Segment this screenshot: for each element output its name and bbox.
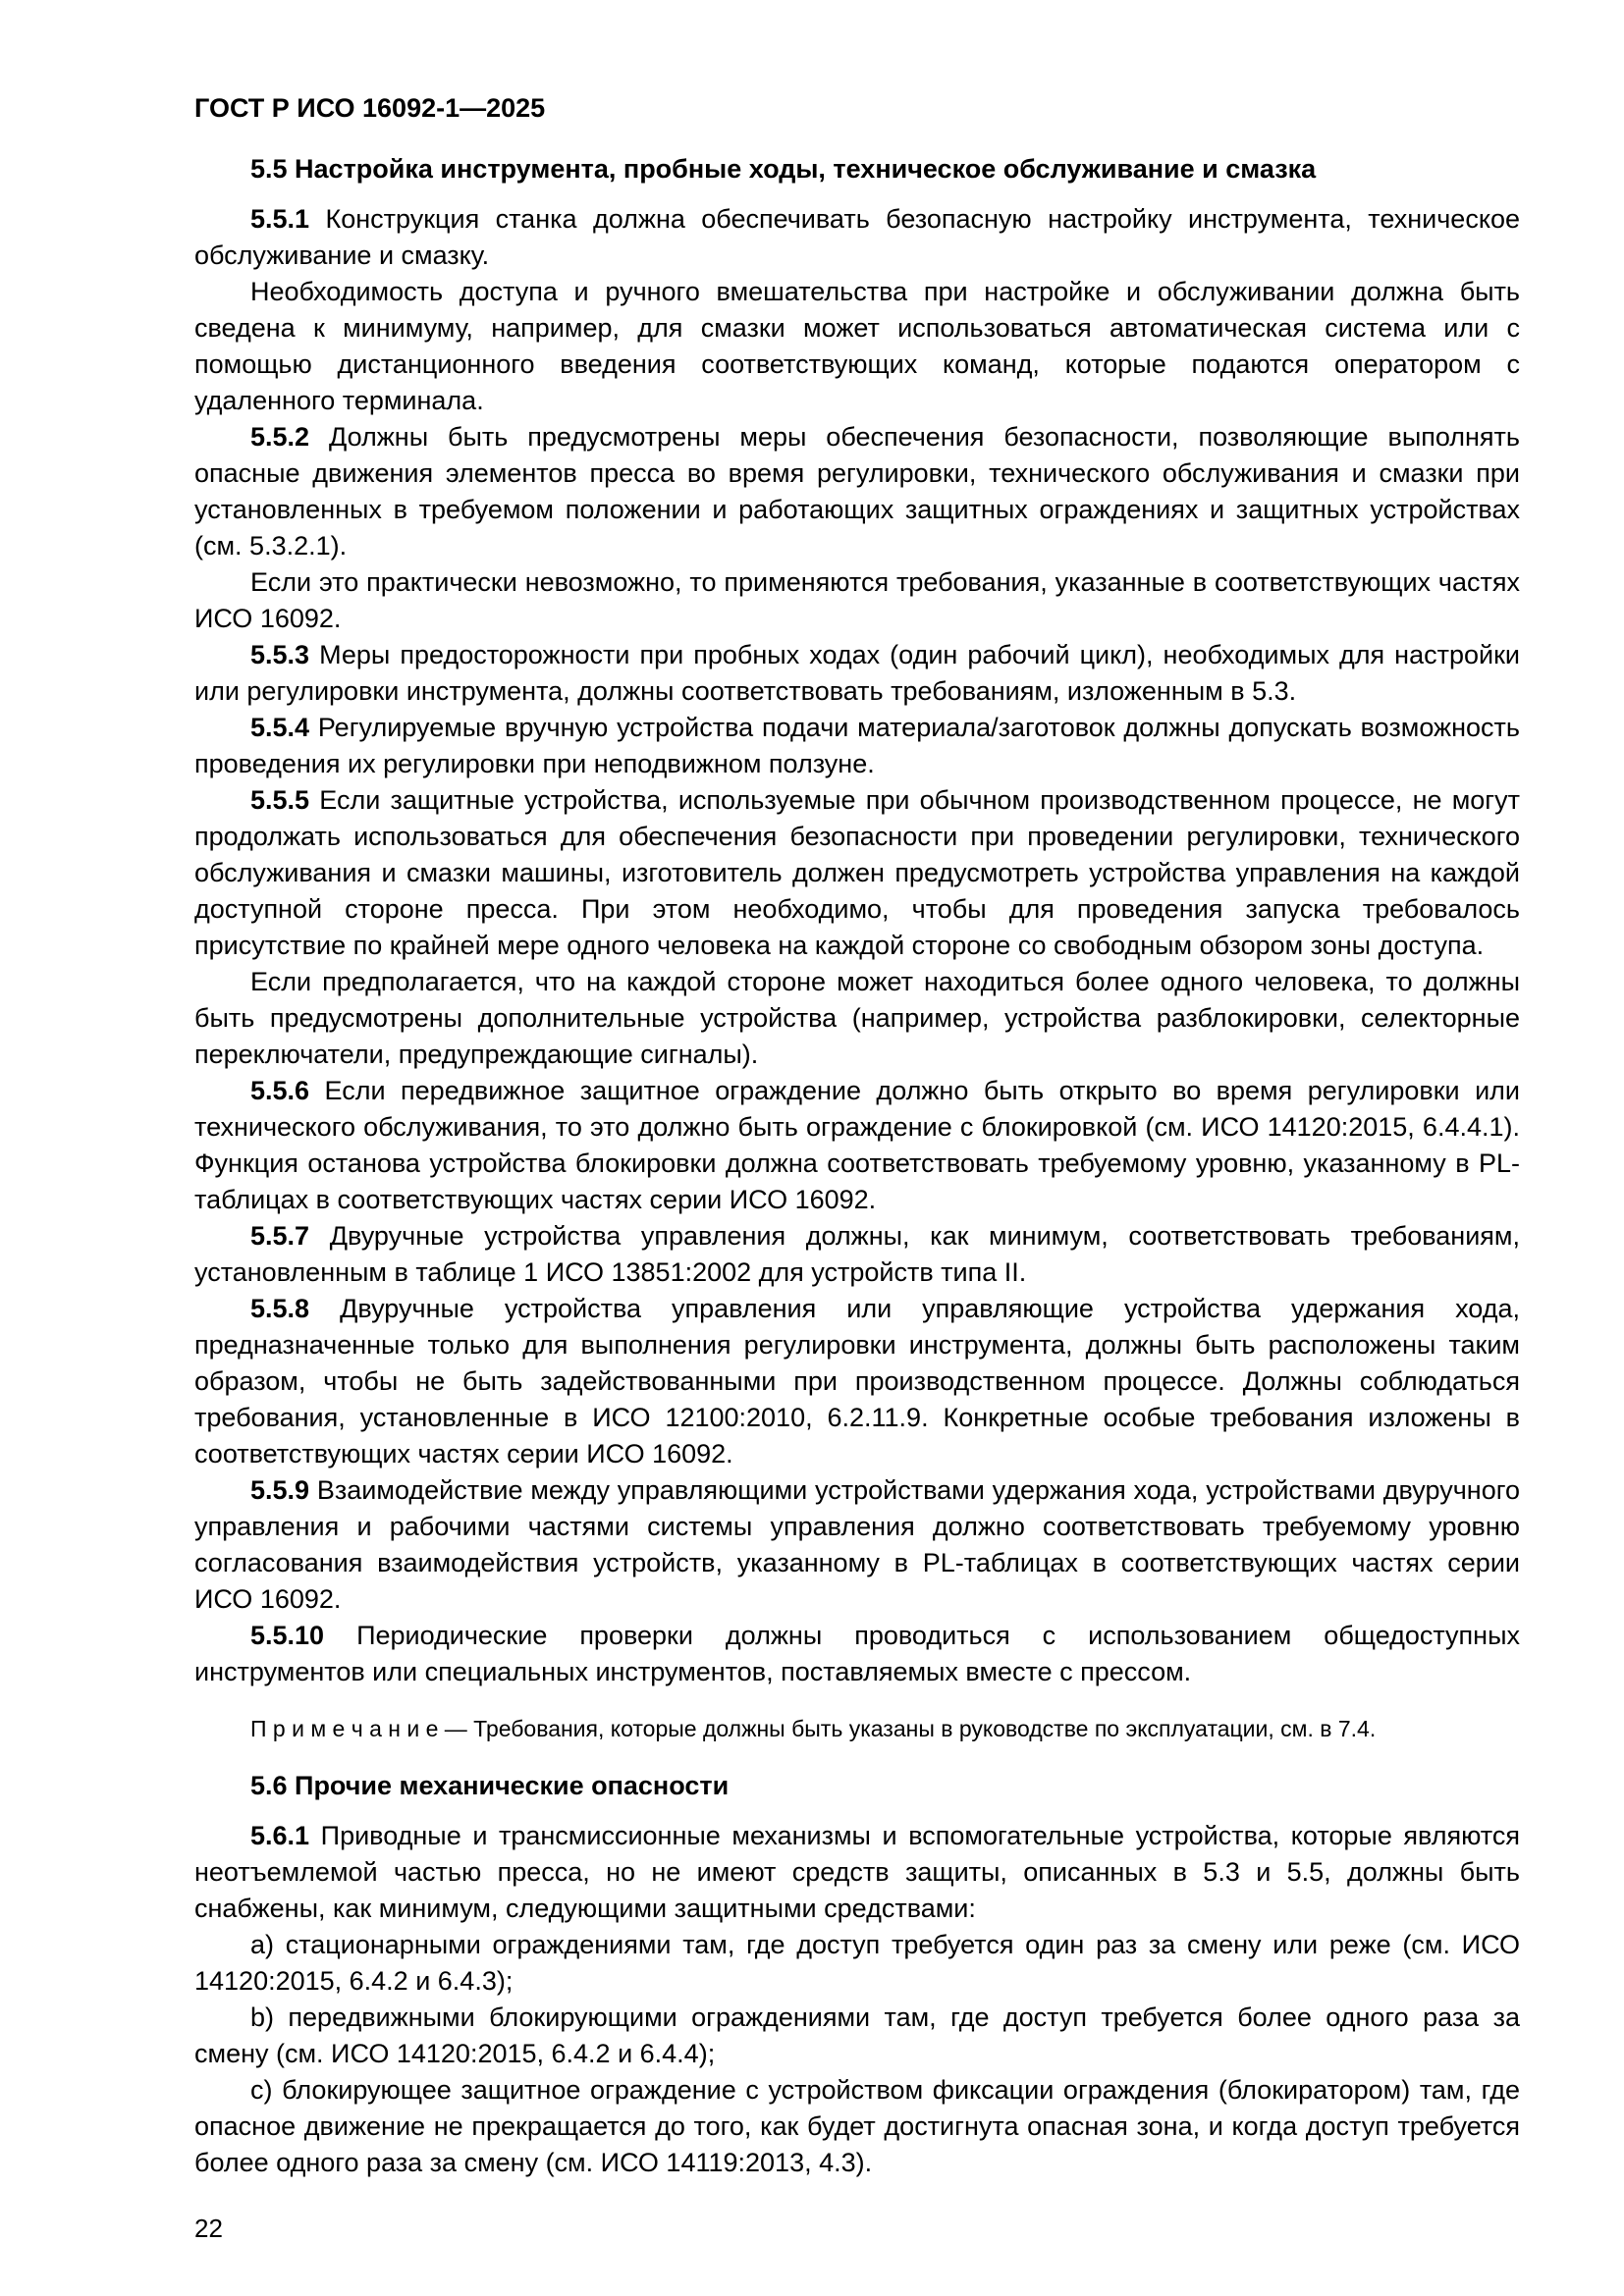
clause-text: Приводные и трансмиссионные механизмы и вспомогательные устройства, которые являются неотъемлемой частью пресса, но не имеют средств защиты, описанных в 5.3 и 5.5, должны быть снабжены, как минимум, следующими защитными средствами: (194, 1821, 1520, 1923)
clause-text: Если защитные устройства, используемые при обычном производственном процессе, не могут продолжать использоваться для обеспечения безопасности при проведении регулировки, технического обслуживания и смазки машины, изготовитель должен предусмотреть устройства управления на каждой доступной стороне пресса. При этом необходимо, чтобы для проведения запуска требовалось присутствие по крайней мере одного человека на каждой стороне со свободным обзором зоны доступа. (194, 785, 1520, 960)
clause-text: a) стационарными ограждениями там, где доступ требуется один раз за смену или реже (см. ИСО 14120:2015, 6.4.2 и 6.4.3); (194, 1930, 1520, 1996)
clause-5-5-7 (194, 1218, 1520, 1291)
list-item-b (194, 2000, 1520, 2072)
clause-5-5-10 (194, 1618, 1520, 1690)
clause-5-5-9 (194, 1472, 1520, 1618)
clause-number: 5.5.6 (250, 1076, 310, 1105)
list-item-a (194, 1927, 1520, 2000)
section-5-5-heading: 5.5 Настройка инструмента, пробные ходы, техническое обслуживание и смазка (250, 154, 1317, 184)
clause-number: 5.5.9 (250, 1475, 310, 1505)
clause-5-5-4 (194, 710, 1520, 782)
clause-5-5-3 (194, 637, 1520, 710)
clause-5-5-2 (194, 419, 1520, 564)
clause-text: Взаимодействие между управляющими устройствами удержания хода, устройствами двуручного управления и рабочими частями системы управления должно соответствовать требуемому уровню согласования взаимодействия устройств, указанному в PL-таблицах в соответствующих частях серии ИСО 16092. (194, 1475, 1520, 1614)
clause-5-5-6 (194, 1073, 1520, 1218)
clause-5-5-2-cont (194, 564, 1520, 637)
page-number: 22 (194, 2214, 223, 2243)
clause-5-5-1-cont (194, 274, 1520, 419)
clause-5-5-5-cont (194, 964, 1520, 1073)
clause-text: Двуручные устройства управления должны, как минимум, соответствовать требованиям, установленным в таблице 1 ИСО 13851:2002 для устройств типа II. (194, 1221, 1520, 1287)
clause-number: 5.6.1 (250, 1821, 310, 1850)
clause-text: Если это практически невозможно, то применяются требования, указанные в соответствующих частях ИСО 16092. (194, 567, 1520, 633)
clause-number: 5.5.3 (250, 640, 310, 669)
clause-number: 5.5.8 (250, 1294, 310, 1323)
section-5-6-heading: 5.6 Прочие механические опасности (250, 1771, 730, 1800)
list-item-c (194, 2072, 1520, 2181)
clause-text: c) блокирующее защитное ограждение с устройством фиксации ограждения (блокиратором) там, где опасное движение не прекращается до того, как будет достигнута опасная зона, и когда доступ требуется более одного раза за смену (см. ИСО 14119:2013, 4.3). (194, 2075, 1520, 2177)
clause-text: Конструкция станка должна обеспечивать безопасную настройку инструмента, техническое обслуживание и смазку. (194, 204, 1520, 270)
note: П р и м е ч а н и е — Требования, которые должны быть указаны в руководстве по эксплуатации, см. в 7.4. (250, 1716, 1377, 1741)
clause-number: 5.5.2 (250, 422, 310, 452)
clause-5-5-1 (194, 201, 1520, 274)
clause-5-5-8 (194, 1291, 1520, 1472)
clause-text: b) передвижными блокирующими ограждениями там, где доступ требуется более одного раза за смену (см. ИСО 14120:2015, 6.4.2 и 6.4.4); (194, 2002, 1520, 2068)
clause-text: Если передвижное защитное ограждение должно быть открыто во время регулировки или технического обслуживания, то это должно быть ограждение с блокировкой (см. ИСО 14120:2015, 6.4.4.1). Функция останова устройства блокировки должна соответствовать требуемому уровню, указанному в PL-таблицах в соответствующих частях серии ИСО 16092. (194, 1076, 1520, 1214)
clause-text: Меры предосторожности при пробных ходах (один рабочий цикл), необходимых для настройки или регулировки инструмента, должны соответствовать требованиям, изложенным в 5.3. (194, 640, 1520, 706)
clause-text: Периодические проверки должны проводиться с использованием общедоступных инструментов или специальных инструментов, поставляемых вместе с прессом. (194, 1621, 1520, 1686)
clause-number: 5.5.4 (250, 713, 310, 742)
clause-text: Если предполагается, что на каждой стороне может находиться более одного человека, то должны быть предусмотрены дополнительные устройства (например, устройства разблокировки, селекторные переключатели, предупреждающие сигналы). (194, 967, 1520, 1069)
clause-text: Регулируемые вручную устройства подачи материала/заготовок должны допускать возможность проведения их регулировки при неподвижном ползуне. (194, 713, 1520, 778)
clause-5-5-5 (194, 782, 1520, 964)
doc-code-header: ГОСТ Р ИСО 16092-1—2025 (194, 93, 546, 123)
clause-text: Двуручные устройства управления или управляющие устройства удержания хода, предназначенные только для выполнения регулировки инструмента, должны быть расположены таким образом, чтобы не быть задействованными при производственном процессе. Должны соблюдаться требования, установленные в ИСО 12100:2010, 6.2.11.9. Конкретные особые требования изложены в соответствующих частях серии ИСО 16092. (194, 1294, 1520, 1468)
clause-text: Должны быть предусмотрены меры обеспечения безопасности, позволяющие выполнять опасные движения элементов пресса во время регулировки, технического обслуживания и смазки при установленных в требуемом положении и работающих защитных ограждениях и защитных устройствах (см. 5.3.2.1). (194, 422, 1520, 561)
clause-number: 5.5.10 (250, 1621, 325, 1650)
clause-number: 5.5.7 (250, 1221, 310, 1251)
clause-5-6-1 (194, 1818, 1520, 1927)
clause-number: 5.5.5 (250, 785, 310, 815)
clause-text: Необходимость доступа и ручного вмешательства при настройке и обслуживании должна быть сведена к минимуму, например, для смазки может использоваться автоматическая система или с помощью дистанционного введения соответствующих команд, которые подаются оператором с удаленного терминала. (194, 277, 1520, 415)
clause-number: 5.5.1 (250, 204, 310, 234)
